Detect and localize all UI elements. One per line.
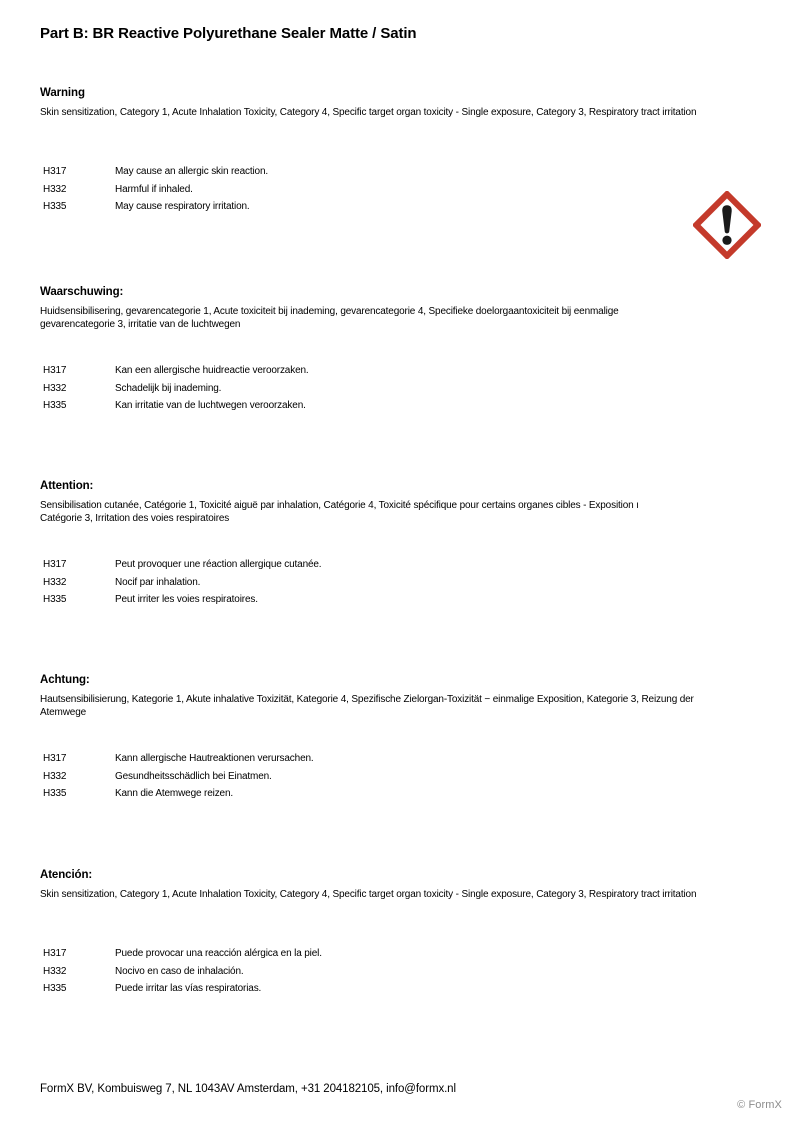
hazard-code: H317	[43, 166, 67, 177]
classification-line: Catégorie 3, Irritation des voies respiratoires	[40, 513, 230, 524]
copyright-watermark: © FormX	[737, 1099, 782, 1111]
hazard-statements	[40, 945, 764, 998]
hazard-code: H317	[43, 753, 67, 764]
hazard-code: H332	[43, 382, 67, 394]
classification-text	[40, 888, 764, 901]
hazard-statement-text: Peut provoquer une réaction allergique cutanée.	[115, 559, 322, 570]
hazard-section	[40, 674, 764, 824]
hazard-section	[40, 87, 764, 237]
hazard-statement-text: Nocif par inhalation.	[115, 576, 201, 588]
hazard-code: H332	[43, 770, 67, 782]
hazard-statement-row	[40, 362, 764, 380]
hazard-statement-text: Kan een allergische huidreactie veroorzaken.	[115, 365, 309, 376]
hazard-section	[40, 480, 764, 630]
hazard-statement-row	[40, 768, 764, 786]
hazard-statement-row	[40, 963, 764, 981]
hazard-statement-row	[40, 397, 764, 415]
classification-line: Skin sensitization, Category 1, Acute Inhalation Toxicity, Category 4, Specific target organ toxicity - Single exposure, Category 3, Respiratory tract irritation	[40, 107, 697, 118]
classification-line: Skin sensitization, Category 1, Acute Inhalation Toxicity, Category 4, Specific target organ toxicity - Single exposure, Category 3, Respiratory tract irritation	[40, 889, 697, 900]
section-heading: Attention:	[40, 480, 94, 492]
hazard-statement-row	[40, 591, 764, 609]
hazard-code: H332	[43, 183, 67, 195]
exclamation-mark-icon	[693, 191, 761, 259]
classification-line: Atemwege	[40, 707, 87, 718]
hazard-statement-row	[40, 980, 764, 998]
hazard-statement-row	[40, 163, 764, 181]
classification-line: Sensibilisation cutanée, Catégorie 1, Toxicité aiguë par inhalation, Catégorie 4, Toxicité spécifique pour certains organes cibles - Exposition ı	[40, 500, 639, 511]
hazard-code: H317	[43, 559, 67, 570]
hazard-statement-text: Peut irriter les voies respiratoires.	[115, 594, 258, 605]
hazard-statement-text: Nocivo en caso de inhalación.	[115, 965, 244, 977]
classification-text	[40, 106, 764, 119]
hazard-statement-text: May cause an allergic skin reaction.	[115, 166, 269, 177]
hazard-statements	[40, 163, 764, 216]
hazard-statement-text: Kann allergische Hautreaktionen verursachen.	[115, 753, 314, 764]
classification-text	[40, 693, 764, 719]
hazard-code: H317	[43, 365, 67, 376]
hazard-statement-text: Kann die Atemwege reizen.	[115, 788, 233, 799]
page-title: Part B: BR Reactive Polyurethane Sealer Matte / Satin	[40, 25, 417, 42]
classification-line: Huidsensibilisering, gevarencategorie 1, Acute toxiciteit bij inademing, gevarencategorie 4, Specifieke doelorgaantoxiciteit bij eenmalige	[40, 306, 619, 317]
hazard-statement-text: Puede provocar una reacción alérgica en la piel.	[115, 948, 322, 959]
hazard-statements	[40, 362, 764, 415]
hazard-code: H335	[43, 983, 67, 994]
hazard-statement-row	[40, 945, 764, 963]
hazard-statement-row	[40, 574, 764, 592]
hazard-code: H335	[43, 400, 67, 411]
hazard-code: H335	[43, 201, 67, 212]
hazard-statement-row	[40, 380, 764, 398]
hazard-statements	[40, 750, 764, 803]
section-heading: Atención:	[40, 869, 93, 881]
hazard-statement-text: Puede irritar las vías respiratorias.	[115, 983, 262, 994]
hazard-code: H332	[43, 965, 67, 977]
classification-line: Hautsensibilisierung, Kategorie 1, Akute inhalative Toxizität, Kategorie 4, Spezifische Zielorgan-Toxizität − einmalige Exposition, Kategorie 3, Reizung der	[40, 694, 694, 705]
hazard-code: H317	[43, 948, 67, 959]
hazard-statement-text: Harmful if inhaled.	[115, 183, 193, 195]
hazard-section	[40, 869, 764, 1019]
section-heading: Waarschuwing:	[40, 286, 124, 298]
company-address-footer: FormX BV, Kombuisweg 7, NL 1043AV Amsterdam, +31 204182105, info@formx.nl	[40, 1083, 456, 1095]
classification-text	[40, 305, 764, 331]
hazard-statement-text: Gesundheitsschädlich bei Einatmen.	[115, 770, 272, 782]
ghs07-pictogram	[693, 191, 761, 259]
hazard-statement-row	[40, 556, 764, 574]
hazard-statement-row	[40, 750, 764, 768]
hazard-statement-row	[40, 181, 764, 199]
hazard-statement-text: May cause respiratory irritation.	[115, 201, 250, 212]
hazard-statement-row	[40, 785, 764, 803]
hazard-statements	[40, 556, 764, 609]
hazard-section	[40, 286, 764, 436]
hazard-statement-text: Kan irritatie van de luchtwegen veroorzaken.	[115, 400, 306, 411]
section-heading: Warning	[40, 87, 85, 99]
hazard-statement-row	[40, 198, 764, 216]
classification-line: gevarencategorie 3, irritatie van de luchtwegen	[40, 319, 241, 330]
hazard-code: H335	[43, 788, 67, 799]
exclamation-dot	[722, 236, 731, 245]
hazard-statement-text: Schadelijk bij inademing.	[115, 382, 222, 394]
hazard-code: H332	[43, 576, 67, 588]
classification-text	[40, 499, 764, 525]
hazard-code: H335	[43, 594, 67, 605]
section-heading: Achtung:	[40, 674, 90, 686]
